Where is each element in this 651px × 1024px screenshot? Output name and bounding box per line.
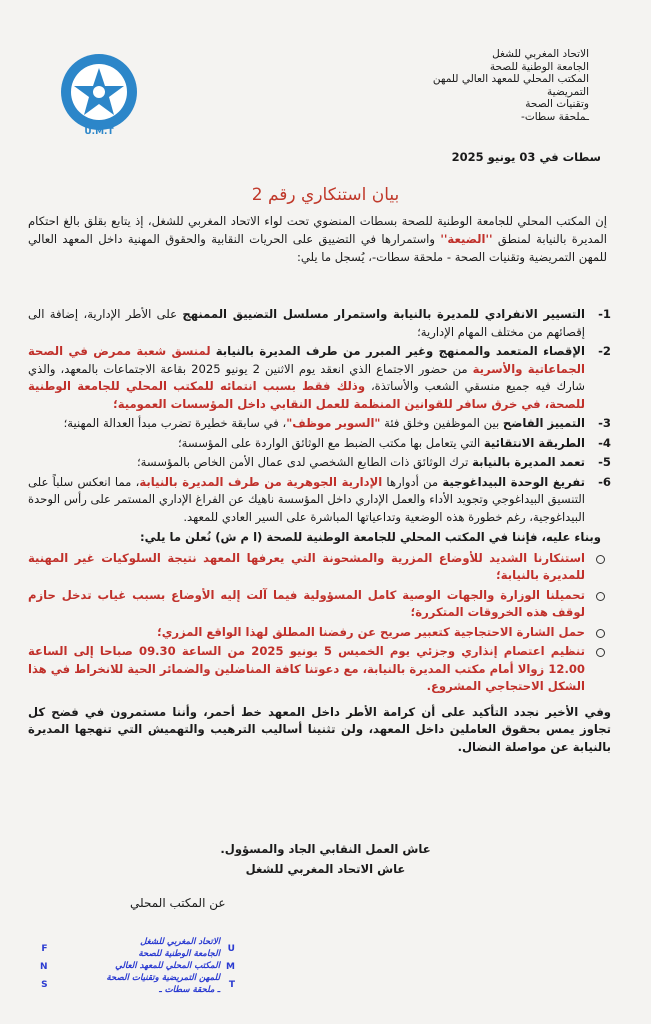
intro-highlight: ''الضيعة''	[440, 232, 493, 246]
document-title: بيان استنكاري رقم 2	[251, 185, 400, 205]
slogan: عاش الاتحاد المغربي للشغل	[245, 862, 406, 876]
intro-paragraph: إن المكتب المحلي للجامعة الوطنية للصحة بسطات المنضوي تحت لواء الاتحاد المغربي للشغل، إذ يتابع بقلق بالغ احتكام المديرة بالنيابة لمنطق ''الضيعة'' واستمرارها في التضييق على الحريات النقابية والحقوق المهنية داخل المعهد العالي للمهن التمريضية وتقنيات الصحة - ملحقة سطات-، يُسجل ما يلي:	[28, 214, 607, 264]
point-item: 3- التمييز الفاضح بين الموظفين وخلق فئة "السوبر موظف"، في سابقة خطيرة تضرب مبدأ العدالة المهنية؛	[63, 416, 611, 430]
declaration-item: استنكارنا الشديد للأوضاع المزرية والمشحونة التي يعرفها المعهد نتيجة السلوكيات غير المهنية للمديرة بالنيابة؛	[28, 550, 611, 585]
point-item: 4- الطريقة الانتقائية التي يتعامل بها مكتب الضبط مع الوثائق الواردة على المؤسسة؛	[177, 435, 611, 450]
points-list	[28, 306, 611, 756]
declaration-item: حمل الشارة الاحتجاجية كتعبير صريح عن رفضنا المطلق لهذا الواقع المزري؛	[28, 624, 611, 642]
declaration-item: تحميلنا الوزارة والجهات الوصية كامل المسؤولية فيما آلت إليه الأوضاع بسبب غياب تدخل حازم لوقف هذه الخروقات المتكررة؛	[28, 587, 611, 622]
logo-text: U.M.T	[84, 127, 114, 136]
umt-logo	[56, 52, 142, 136]
stamp-side-right: U M T	[226, 944, 235, 990]
lead-line: وبناء عليه، فإننا في المكتب المحلي للجامعة الوطنية للصحة (ا م ش) نُعلن ما يلي:	[140, 530, 601, 544]
signature-label: عن المكتب المحلي	[130, 896, 226, 910]
document-date: سطات في 03 يونيو 2025	[451, 150, 601, 164]
point-item: 5- تعمد المديرة بالنيابة ترك الوثائق ذات الطابع الشخصي لدى عمال الأمن الخاص بالمؤسسة؛	[136, 455, 611, 469]
letterhead-line: ـملحقة سطات-	[521, 110, 589, 123]
declaration-item: تنظيم اعتصام إنذاري وجزئي يوم الخميس 5 يونيو 2025 من الساعة 09.30 صباحا إلى الساعة 12.00 زوالا أمام مكتب المديرة بالنيابة، مع دعوتنا كافة المناضلين والضمائر الحية للانخراط في هذا الشكل الاحتجاجي المشروع.	[28, 643, 611, 696]
union-stamp: الاتحاد المغربي للشغل الجامعة الوطنية للصحة المكتب المحلي للمعهد العالي للمهن التمريضية وتقنيات الصحة ـ ملحقة سطات ـ	[106, 937, 220, 995]
point-item: 1- التسيير الانفرادي للمديرة بالنيابة واستمرار مسلسل التضييق الممنهج على الأطر الإدارية، إضافة الى إقصائهم من مختلف المهام الإدارية؛	[28, 307, 611, 339]
slogan: عاش العمل النقابي الجاد والمسؤول.	[220, 842, 431, 856]
letterhead-line: وتقنيات الصحة	[525, 98, 589, 110]
letterhead-line: الاتحاد المغربي للشغل	[492, 48, 589, 60]
letterhead-line: المكتب المحلي للمعهد العالي للمهن	[432, 73, 589, 85]
letterhead-line: التمريضية	[547, 85, 589, 98]
point-item: 6- تفريغ الوحدة البيداغوجية من أدوارها الإدارية الجوهرية من طرف المديرة بالنيابة، مما انعكس سلباً على التنسيق البيداغوجي وتجويد الأداء والعمل الإداري داخل المؤسسة ناهيك عن الفراغ الإداري المستمر على رأس الوحدة البيداغوجية، رغم خطورة هذه الوضعية وتداعياتها المباشرة على السير العادي للمعهد.	[28, 474, 611, 524]
letterhead	[409, 48, 589, 123]
stamp-side-left: F N S	[40, 944, 48, 990]
closing-paragraph: وفي الأخير نجدد التأكيد على أن كرامة الأطر داخل المعهد خط أحمر، وأننا مستمرون في فضح كل تجاوز يمس بحقوق العاملين داخل المعهد، ولن تثنينا أساليب الترهيب والتهميش التي تنهجها المديرة بالنيابة عن مواصلة النضال.	[28, 704, 611, 754]
letterhead-line: الجامعة الوطنية للصحة	[489, 60, 589, 73]
point-item: 2- الإقصاء المتعمد والممنهج وغير المبرر من طرف المديرة بالنيابة لمنسق شعبة ممرض في الصحة الجماعاتية والأسرية من حضور الاجتماع الذي انعقد يوم الاثنين 2 يونيو 2025 بقاعة الاجتماعات بالمعهد، والذي شارك فيه جميع منسقي الشعب والأساتذة، وذلك فقط بسبب انتمائه للمكتب المحلي للجامعة الوطنية للصحة، في خرق سافر للقوانين المنظمة للعمل النقابي داخل المؤسسات العمومية؛	[28, 344, 611, 411]
